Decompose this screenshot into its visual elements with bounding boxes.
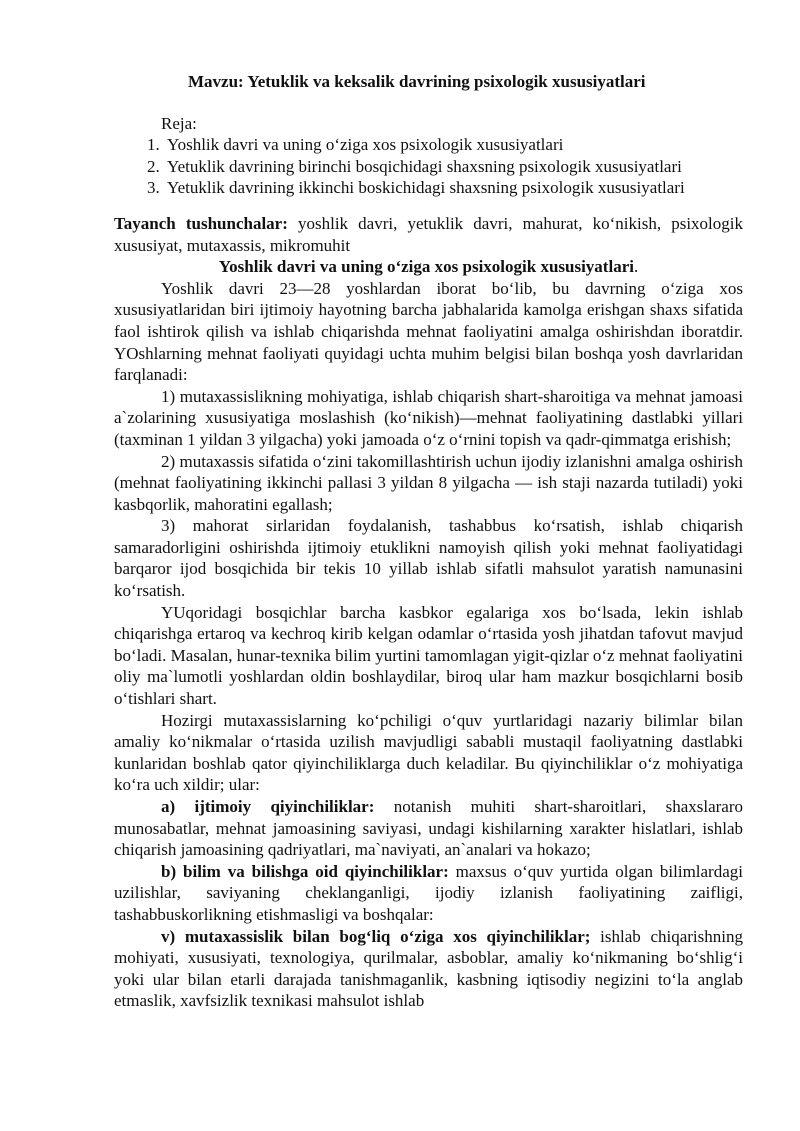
paragraph: 1) mutaxassislikning mohiyatiga, ishlab chiqarish shart-sharoitiga va mehnat jamoasi a`zolarining xususiyatiga moslashish (ko‘nikish)—mehnat faoliyatining dastlabki yillari (taxminan 1 yildan 3 yilgacha) yoki jamoada o‘z o‘rnini topish va qadr-qimmatga erishish; (114, 386, 743, 449)
plan-item: 3. Yetuklik davrining ikkinchi boskichidagi shaxsning psixologik xususiyatlari (164, 177, 743, 199)
difficulty-item (114, 861, 743, 926)
section-heading (114, 256, 743, 278)
plan-list (114, 134, 743, 199)
difficulty-text: ishlab chiqarishning mohiyati, xususiyati, texnologiya, qurilmalar, asboblar, amaliy ko‘nikmaning bo‘shlig‘i yoki ular bilan etarli darajada tanishmaganlik, kasbning iqtisodiy negizini to‘la anglab etmaslik, xavfsizlik texnikasi mahsulot ishlab (114, 926, 743, 1011)
key-terms-text: yoshlik davri, yetuklik davri, mahurat, ko‘nikish, psixologik xususiyat, mutaxassis, mikromuhit (114, 213, 743, 255)
difficulty-item (114, 796, 743, 861)
difficulty-label: a) ijtimoiy qiyinchiliklar: (161, 797, 375, 816)
difficulty-label: b) bilim va bilishga oid qiyinchiliklar: (161, 861, 449, 881)
paragraph: Hozirgi mutaxassislarning ko‘pchiligi o‘quv yurtlaridagi nazariy bilimlar bilan amaliy ko‘nikmalar o‘rtasida uzilish mavjudligi sababli mustaqil faoliyatning dastlabki kunlaridan boshlab qator qiyinchiliklarga duch keladilar. Bu qiyinchiliklar o‘z mohiyatiga ko‘ra uch xildir; ular: (114, 710, 743, 795)
plan-item: 1. Yoshlik davri va uning o‘ziga xos psixologik xususiyatlari (164, 134, 743, 156)
section-heading-text: Yoshlik davri va uning o‘ziga xos psixologik xususiyatlari (218, 257, 634, 277)
difficulty-label: v) mutaxassislik bilan bog‘liq o‘ziga xos qiyinchiliklar; (161, 926, 591, 946)
difficulty-text: maxsus o‘quv yurtida olgan bilimlardagi uzilishlar, saviyaning cheklanganligi, ijodiy izlanish faoliyatining zaifligi, tashabbuskorlikning etishmasligi va boshqalar: (114, 861, 743, 924)
paragraph: 3) mahorat sirlaridan foydalanish, tashabbus ko‘rsatish, ishlab chiqarish samaradorligini oshirishda ijtimoiy etuklikni namoyish qilish yoki mehnat faoliyatidagi barqaror ijod bosqichida bir tekis 10 yillab ishlab sifatli mahsulot yaratish namunasini ko‘rsatish. (114, 516, 743, 601)
paragraph: 2) mutaxassis sifatida o‘zini takomillashtirish uchun ijodiy izlanishni amalga oshirish (mehnat faoliyatining ikkinchi pallasi 3 yildan 8 yilgacha — ish staji nazarda tutiladi) yoki kasbqorlik, mahoratini egallash; (114, 451, 743, 514)
difficulty-text: notanish muhiti shart-sharoitlari, shaxslararo munosabatlar, mehnat jamoasining saviyasi, undagi kishilarning xarakter hislatlari, ishlab chiqarish jamoasining qadriyatlari, ma`naviyati, an`analari va hokazo; (114, 797, 743, 860)
paragraph: YUqoridagi bosqichlar barcha kasbkor egalariga xos bo‘lsada, lekin ishlab chiqarishga ertaroq va kechroq kirib kelgan odamlar o‘rtasida yosh jihatdan tafovut mavjud bo‘ladi. Masalan, hunar-texnika bilim yurtini tamomlagan yigit-qizlar o‘z mehnat faoliyatini oliy ma`lumotli yoshlardan oldin boshlaydilar, biroq ular ham mazkur bosqichlarni bosib o‘tishlari shart. (114, 602, 743, 709)
key-terms-label: Tayanch tushunchalar: (114, 213, 288, 233)
plan-label: Reja: (161, 113, 197, 133)
plan-item: 2. Yetuklik davrining birinchi bosqichidagi shaxsning psixologik xususiyatlari (164, 156, 743, 178)
paragraph: Yoshlik davri 23—28 yoshlardan iborat bo‘lib, bu davrning o‘ziga xos xususiyatlaridan biri ijtimoiy hayotning barcha jabhalarida kamolga erishgan shaxs sifatida faol ishtirok qilish va ishlab chiqarishda mehnat faoliyatini amalga oshirishdan iboratdir. YOshlarning mehnat faoliyati quyidagi uchta muhim belgisi bilan boshqa yosh davrlaridan farqlanadi: (114, 278, 743, 385)
section-heading-period: . (633, 257, 639, 277)
document-title: Mavzu: Yetuklik va keksalik davrining psixologik xususiyatlari (188, 72, 646, 91)
key-terms (114, 213, 743, 256)
difficulty-item (114, 926, 743, 1012)
